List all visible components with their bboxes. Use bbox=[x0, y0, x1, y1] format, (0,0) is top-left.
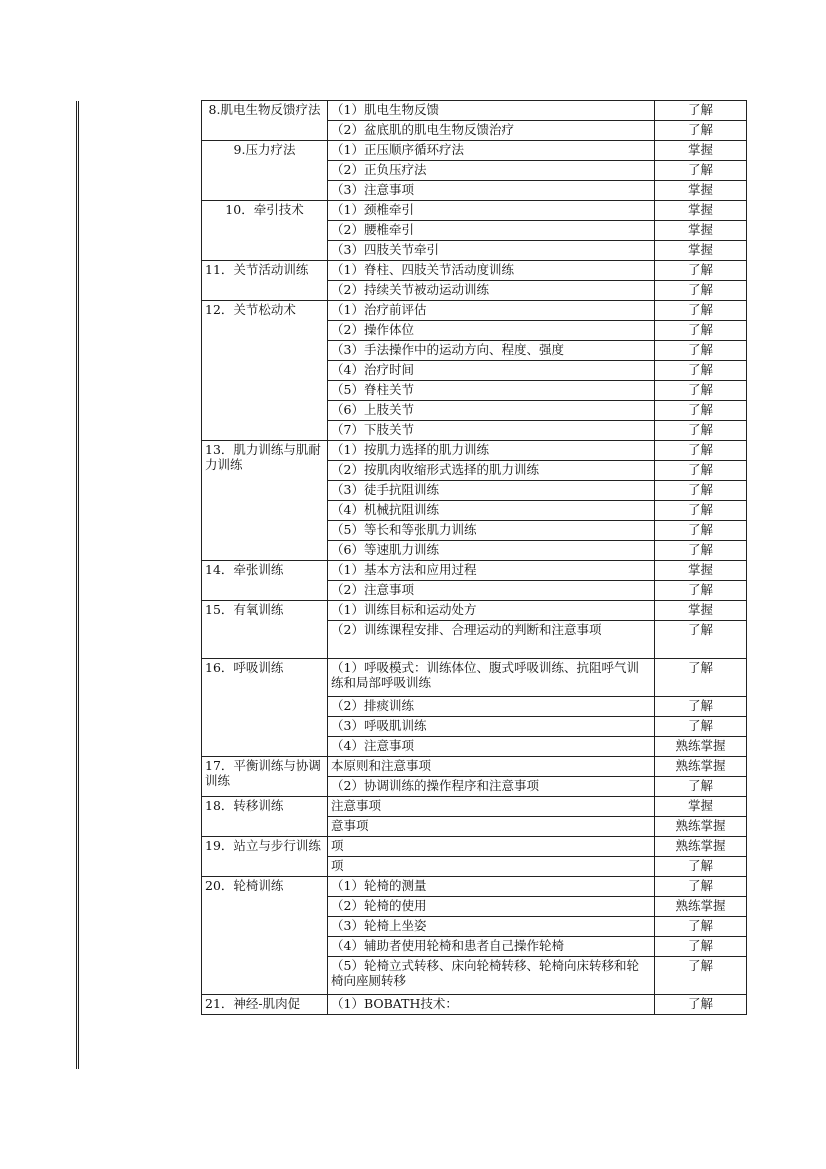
topic-cell: 12．关节松动术 bbox=[202, 301, 328, 441]
level-cell: 了解 bbox=[655, 261, 747, 281]
left-margin-rule bbox=[76, 101, 77, 1069]
level-cell: 了解 bbox=[655, 321, 747, 341]
syllabus-table-body bbox=[202, 101, 747, 1015]
content-cell: 项 bbox=[328, 857, 655, 877]
content-cell: （2）排痰训练 bbox=[328, 697, 655, 717]
level-cell: 了解 bbox=[655, 957, 747, 995]
topic-cell: 8.肌电生物反馈疗法 bbox=[202, 101, 328, 141]
level-cell: 了解 bbox=[655, 341, 747, 361]
level-cell: 了解 bbox=[655, 441, 747, 461]
content-cell: （2）腰椎牵引 bbox=[328, 221, 655, 241]
content-cell: （2）按肌肉收缩形式选择的肌力训练 bbox=[328, 461, 655, 481]
content-cell: （4）机械抗阻训练 bbox=[328, 501, 655, 521]
content-cell: （1）按肌力选择的肌力训练 bbox=[328, 441, 655, 461]
topic-cell: 20．轮椅训练 bbox=[202, 877, 328, 995]
level-cell: 了解 bbox=[655, 621, 747, 659]
topic-cell: 9.压力疗法 bbox=[202, 141, 328, 201]
level-cell: 熟练掌握 bbox=[655, 817, 747, 837]
topic-cell: 19．站立与步行训练 bbox=[202, 837, 328, 877]
content-cell: （3）呼吸肌训练 bbox=[328, 717, 655, 737]
content-cell: （4）注意事项 bbox=[328, 737, 655, 757]
content-cell: （7）下肢关节 bbox=[328, 421, 655, 441]
content-cell: （4）治疗时间 bbox=[328, 361, 655, 381]
table-row bbox=[202, 877, 747, 897]
level-cell: 掌握 bbox=[655, 141, 747, 161]
content-cell: （2）持续关节被动运动训练 bbox=[328, 281, 655, 301]
table-row bbox=[202, 261, 747, 281]
content-cell: （1）呼吸模式：训练体位、腹式呼吸训练、抗阻呼气训练和局部呼吸训练 bbox=[328, 659, 655, 697]
content-cell: （2）正负压疗法 bbox=[328, 161, 655, 181]
topic-cell: 16．呼吸训练 bbox=[202, 659, 328, 757]
level-cell: 了解 bbox=[655, 401, 747, 421]
level-cell: 了解 bbox=[655, 521, 747, 541]
content-cell: （1）脊柱、四肢关节活动度训练 bbox=[328, 261, 655, 281]
content-cell: 注意事项 bbox=[328, 797, 655, 817]
topic-cell: 18．转移训练 bbox=[202, 797, 328, 837]
content-cell: （1）基本方法和应用过程 bbox=[328, 561, 655, 581]
level-cell: 了解 bbox=[655, 161, 747, 181]
topic-cell: 15．有氧训练 bbox=[202, 601, 328, 659]
content-cell: （2）轮椅的使用 bbox=[328, 897, 655, 917]
topic-cell: 10．牵引技术 bbox=[202, 201, 328, 261]
table-row bbox=[202, 561, 747, 581]
level-cell: 了解 bbox=[655, 937, 747, 957]
content-cell: 项 bbox=[328, 837, 655, 857]
level-cell: 了解 bbox=[655, 697, 747, 717]
content-cell: （3）手法操作中的运动方向、程度、强度 bbox=[328, 341, 655, 361]
content-cell: （3）注意事项 bbox=[328, 181, 655, 201]
level-cell: 掌握 bbox=[655, 601, 747, 621]
content-cell: （1）训练目标和运动处方 bbox=[328, 601, 655, 621]
level-cell: 熟练掌握 bbox=[655, 837, 747, 857]
left-margin-rule-inner bbox=[78, 101, 79, 1069]
table-row bbox=[202, 797, 747, 817]
level-cell: 了解 bbox=[655, 101, 747, 121]
content-cell: （2）盆底肌的肌电生物反馈治疗 bbox=[328, 121, 655, 141]
level-cell: 掌握 bbox=[655, 221, 747, 241]
content-cell: （3）轮椅上坐姿 bbox=[328, 917, 655, 937]
content-cell: （2）注意事项 bbox=[328, 581, 655, 601]
level-cell: 了解 bbox=[655, 581, 747, 601]
level-cell: 了解 bbox=[655, 717, 747, 737]
content-cell: （1）治疗前评估 bbox=[328, 301, 655, 321]
table-row bbox=[202, 837, 747, 857]
table-row bbox=[202, 301, 747, 321]
table-row bbox=[202, 201, 747, 221]
level-cell: 了解 bbox=[655, 281, 747, 301]
content-cell: （1）BOBATH技术： bbox=[328, 995, 655, 1015]
level-cell: 了解 bbox=[655, 777, 747, 797]
level-cell: 了解 bbox=[655, 995, 747, 1015]
level-cell: 了解 bbox=[655, 877, 747, 897]
content-cell: （1）颈椎牵引 bbox=[328, 201, 655, 221]
topic-cell: 13．肌力训练与肌耐力训练 bbox=[202, 441, 328, 561]
content-cell: 意事项 bbox=[328, 817, 655, 837]
table-row bbox=[202, 441, 747, 461]
level-cell: 了解 bbox=[655, 381, 747, 401]
content-cell: （4）辅助者使用轮椅和患者自己操作轮椅 bbox=[328, 937, 655, 957]
level-cell: 了解 bbox=[655, 361, 747, 381]
level-cell: 掌握 bbox=[655, 561, 747, 581]
level-cell: 了解 bbox=[655, 121, 747, 141]
level-cell: 掌握 bbox=[655, 241, 747, 261]
content-cell: （3）徒手抗阻训练 bbox=[328, 481, 655, 501]
level-cell: 了解 bbox=[655, 917, 747, 937]
level-cell: 熟练掌握 bbox=[655, 757, 747, 777]
level-cell: 了解 bbox=[655, 301, 747, 321]
level-cell: 熟练掌握 bbox=[655, 897, 747, 917]
content-cell: （1）轮椅的测量 bbox=[328, 877, 655, 897]
topic-cell: 11．关节活动训练 bbox=[202, 261, 328, 301]
level-cell: 了解 bbox=[655, 541, 747, 561]
content-cell: （5）等长和等张肌力训练 bbox=[328, 521, 655, 541]
level-cell: 了解 bbox=[655, 461, 747, 481]
content-cell: 本原则和注意事项 bbox=[328, 757, 655, 777]
level-cell: 了解 bbox=[655, 421, 747, 441]
level-cell: 熟练掌握 bbox=[655, 737, 747, 757]
content-cell: （5）轮椅立式转移、床向轮椅转移、轮椅向床转移和轮椅向座厕转移 bbox=[328, 957, 655, 995]
level-cell: 掌握 bbox=[655, 797, 747, 817]
content-cell: （6）等速肌力训练 bbox=[328, 541, 655, 561]
content-cell: （6）上肢关节 bbox=[328, 401, 655, 421]
syllabus-table bbox=[201, 100, 747, 1015]
content-cell: （1）肌电生物反馈 bbox=[328, 101, 655, 121]
content-cell: （1）正压顺序循环疗法 bbox=[328, 141, 655, 161]
content-cell: （2）操作体位 bbox=[328, 321, 655, 341]
level-cell: 了解 bbox=[655, 501, 747, 521]
level-cell: 了解 bbox=[655, 481, 747, 501]
table-row bbox=[202, 601, 747, 621]
table-row bbox=[202, 757, 747, 777]
topic-cell: 21．神经-肌肉促 bbox=[202, 995, 328, 1015]
level-cell: 了解 bbox=[655, 659, 747, 697]
level-cell: 掌握 bbox=[655, 181, 747, 201]
content-cell: （2）训练课程安排、合理运动的判断和注意事项 bbox=[328, 621, 655, 659]
level-cell: 了解 bbox=[655, 857, 747, 877]
level-cell: 掌握 bbox=[655, 201, 747, 221]
table-row bbox=[202, 101, 747, 121]
content-cell: （2）协调训练的操作程序和注意事项 bbox=[328, 777, 655, 797]
content-cell: （5）脊柱关节 bbox=[328, 381, 655, 401]
topic-cell: 14．牵张训练 bbox=[202, 561, 328, 601]
table-row bbox=[202, 995, 747, 1015]
content-cell: （3）四肢关节牵引 bbox=[328, 241, 655, 261]
table-row bbox=[202, 659, 747, 697]
table-row bbox=[202, 141, 747, 161]
topic-cell: 17．平衡训练与协调训练 bbox=[202, 757, 328, 797]
